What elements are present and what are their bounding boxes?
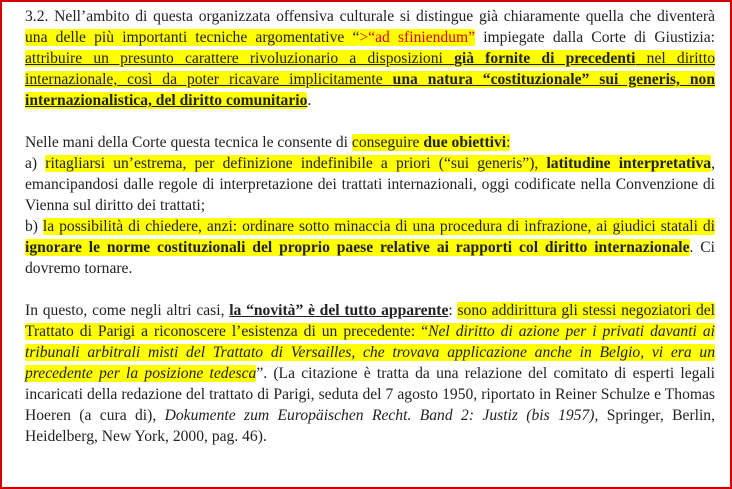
p1-international-law: nel diritto internazionale, così da poter ricavare implicitamente	[25, 50, 716, 88]
p5-novelty: la “novità” è del tutto apparente	[229, 302, 449, 319]
paragraph-3-2	[25, 6, 715, 111]
p3-rest: , emancipandosi dalle regole di interpretazione dei trattati internazionali, oggi codificate nella Convenzione di Vienna sul diritto dei trattati;	[25, 155, 716, 214]
p5-colon: :	[448, 302, 458, 319]
p3-latitude: latitudine interpretativa	[546, 155, 712, 172]
p5-highlight: sono addirittura gli stessi negoziatori del Trattato di Parigi a riconoscere l’esistenza di un precedente: “	[25, 302, 715, 340]
p1-constitutional-nature: una natura “costituzionale” sui generis, non internazionalistica, del diritto comunitario	[25, 71, 715, 109]
p5-quote: Nel diritto di azione per i privati davanti ai tribunali arbitrali misti del Trattato di Versailles, che trovava applicazione anche in Belgio, vi era un precedente per la posizione tedesca	[25, 323, 715, 382]
p2-two-objectives: due obiettivi	[423, 134, 507, 151]
p1-highlight-technique: una delle più importanti tecniche argomentative “	[25, 29, 360, 46]
p1-intro: 3.2. Nell’ambito di questa organizzata offensiva culturale si distingue già chiaramente quella che diventerà	[25, 8, 715, 25]
paragraph-novelty	[25, 300, 715, 447]
p2-colon: :	[506, 134, 511, 151]
p1-ad-sfiniendum: >“ad sfiniendum”	[359, 29, 476, 46]
p5-intro: In questo, come negli altri casi,	[25, 302, 230, 319]
p1-highlight-attribution: attribuire un presunto carattere rivoluzionario a disposizioni	[25, 50, 455, 67]
p2-achieve: conseguire	[351, 134, 424, 151]
paragraph-gap	[25, 111, 715, 132]
paragraph-objectives	[25, 132, 715, 153]
p5-quote-close: ”.	[256, 365, 268, 382]
p5-book-title: Dokumente zum Europäischen Recht. Band 2: Justiz (bis 1957)	[164, 407, 595, 424]
p5-citation: (La citazione è tratta da una relazione del comitato di esperti legali incaricati della redazione del trattato di Parigi, seduta del 7 agosto 1950, riportato in Reiner Schulze e Thomas Hoeren (a cura di),	[25, 365, 716, 424]
p4-marker: b)	[25, 218, 43, 235]
document-body	[25, 6, 715, 447]
p3-highlight: ritagliarsi un’estrema, per definizione indefinibile a priori (“sui generis”),	[45, 155, 547, 172]
p4-rest: . Ci dovremo tornare.	[25, 239, 716, 277]
p1-period: .	[307, 92, 312, 109]
p4-ignore-norms: ignorare le norme costituzionali del proprio paese relative ai rapporti col diritto internazionale	[25, 239, 690, 256]
p2-intro: Nelle mani della Corte questa tecnica le consente di	[25, 134, 352, 151]
p4-highlight: la possibilità di chiedere, anzi: ordinare sotto minaccia di una procedura di infrazione, ai giudici statali di	[42, 218, 715, 235]
p1-court: impiegate dalla Corte di Giustizia:	[475, 29, 716, 46]
paragraph-objective-b	[25, 216, 715, 279]
p3-marker: a)	[25, 155, 46, 172]
p1-precedents: già fornite di precedenti	[454, 50, 636, 67]
p5-publisher: , Springer, Berlin, Heidelberg, New York, 2000, pag. 46).	[25, 407, 715, 445]
paragraph-objective-a	[25, 153, 715, 216]
paragraph-gap	[25, 279, 715, 300]
